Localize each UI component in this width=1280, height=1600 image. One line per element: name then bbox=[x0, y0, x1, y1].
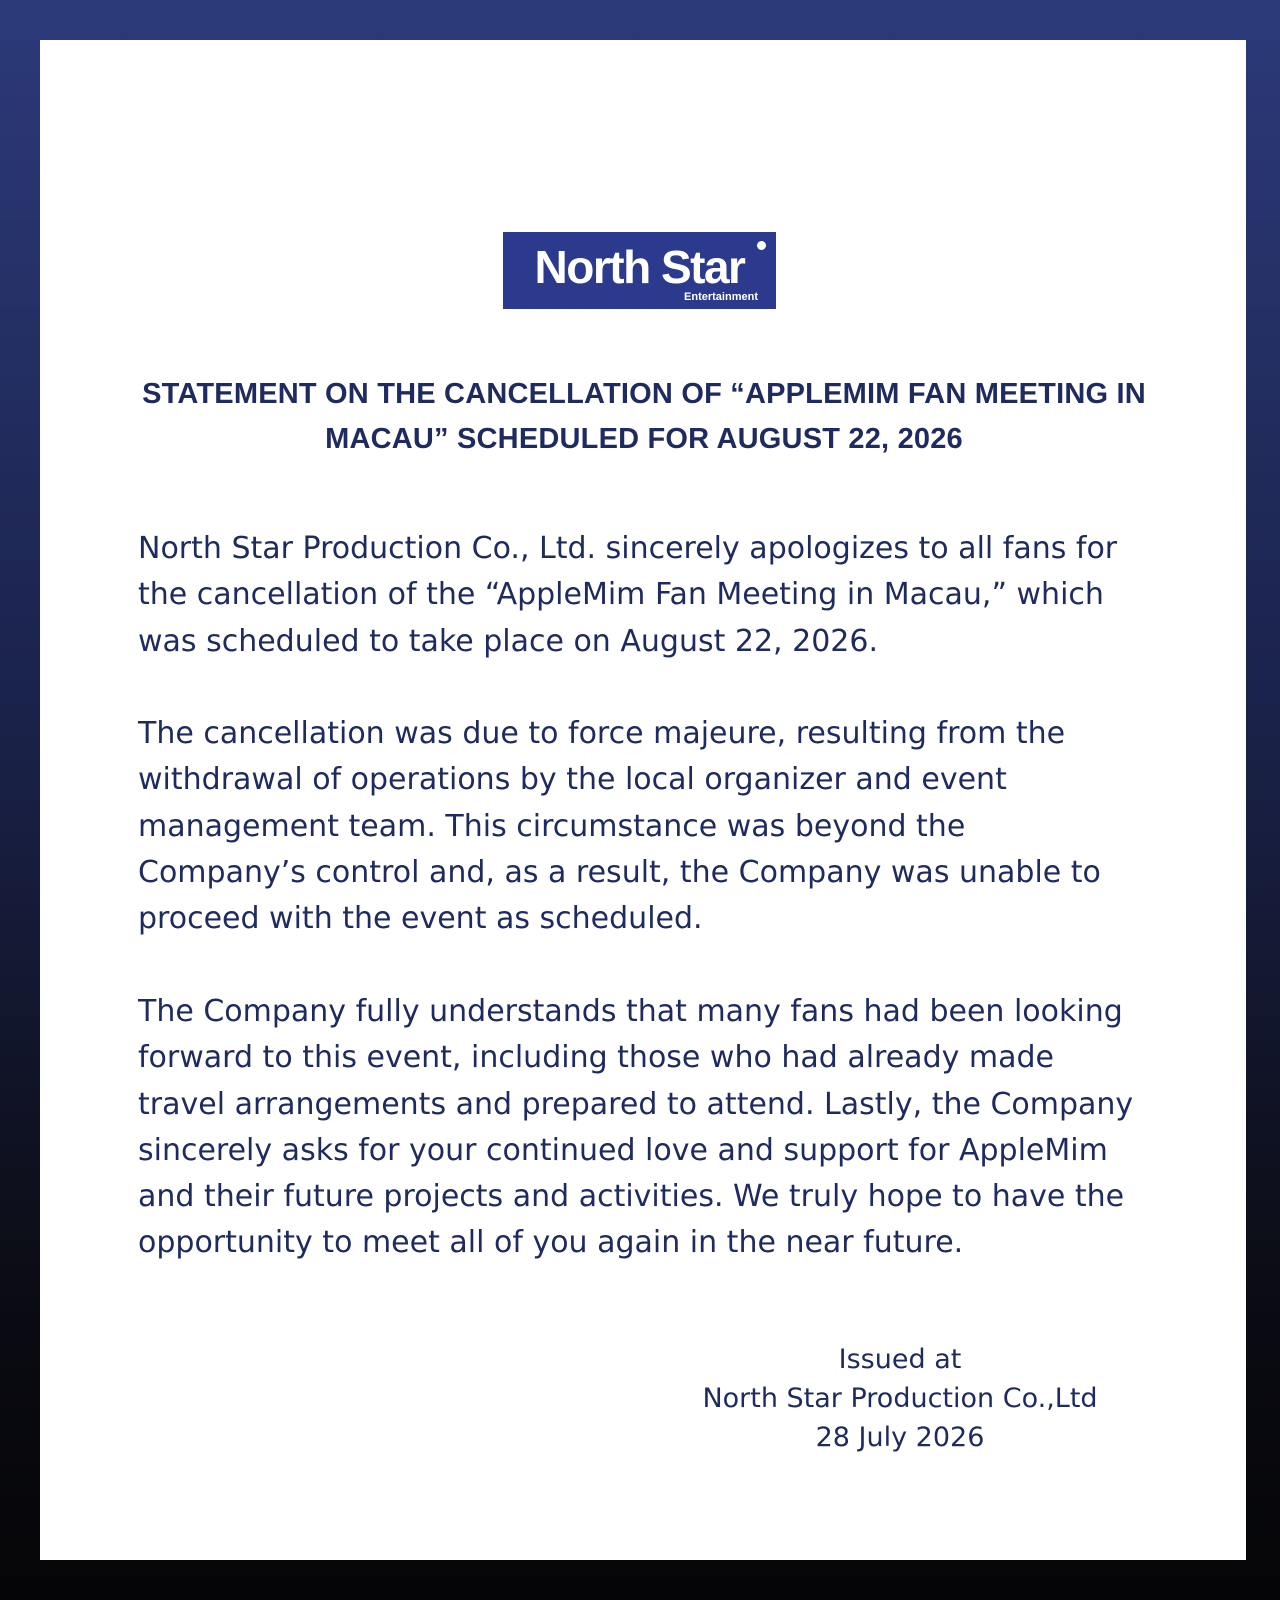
signature-company: North Star Production Co.,Ltd bbox=[702, 1383, 1098, 1414]
paragraph-closing: The Company fully understands that many fans had been looking forward to this event, including those who had already made travel arrangements and prepared to attend. Lastly, the Company sincerely asks for your continued love and support for AppleMim and their future projects and activities. We truly hope to have the opportunity to meet all of you again in the near future. bbox=[138, 993, 1134, 1261]
paragraph-apology: North Star Production Co., Ltd. sincerely apologizes to all fans for the cancellation of the “AppleMim Fan Meeting in Macau,” which was scheduled to take place on August 22, 2026. bbox=[138, 531, 1118, 659]
logo-name: North Star bbox=[534, 241, 745, 293]
statement-document bbox=[40, 40, 1246, 1560]
north-star-logo bbox=[503, 232, 776, 309]
statement-body bbox=[138, 526, 1138, 1313]
statement-title: STATEMENT ON THE CANCELLATION OF “APPLEMIM FAN MEETING IN MACAU” SCHEDULED FOR AUGUST 22, 2026 bbox=[142, 378, 1146, 455]
signature-block bbox=[650, 1340, 1150, 1457]
paragraph-reason: The cancellation was due to force majeure, resulting from the withdrawal of operations by the local organizer and event management team. This circumstance was beyond the Company’s control and, as a result, the Company was unable to proceed with the event as scheduled. bbox=[138, 716, 1101, 937]
logo-star-dot bbox=[757, 241, 766, 250]
signature-date: 28 July 2026 bbox=[815, 1422, 985, 1453]
signature-issued-at: Issued at bbox=[838, 1344, 962, 1375]
logo-subtitle: Entertainment bbox=[684, 291, 758, 303]
